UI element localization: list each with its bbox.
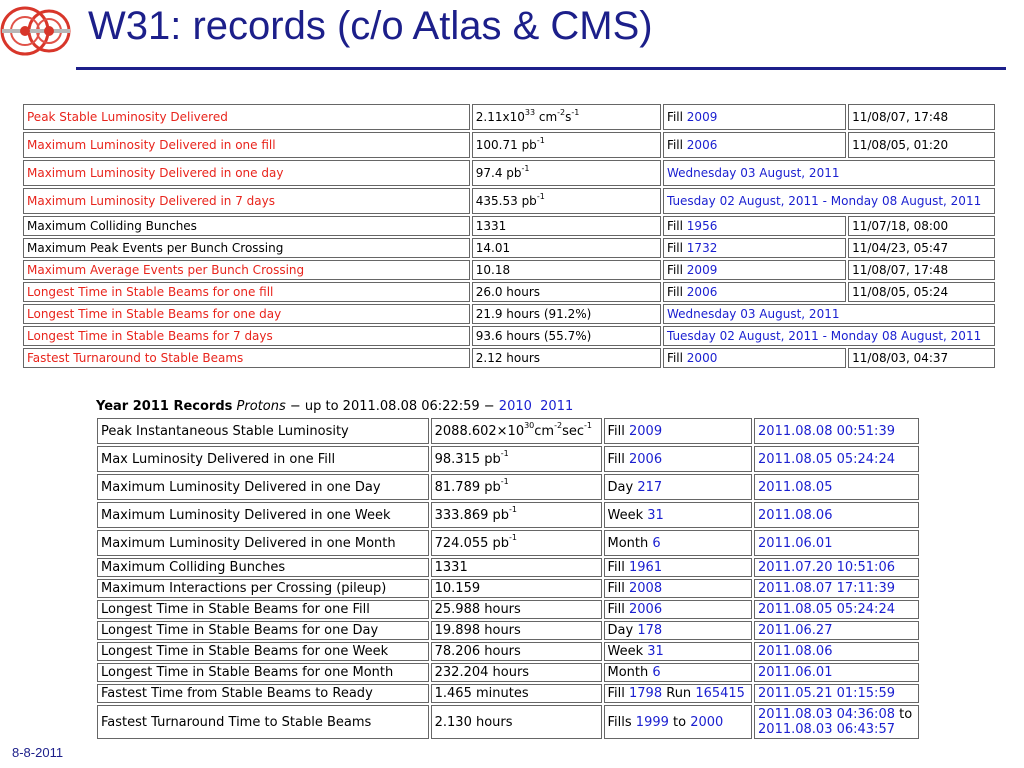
record-label: Max Luminosity Delivered in one Fill <box>97 446 429 472</box>
record-value: 2.130 hours <box>431 705 602 739</box>
record-fill: Week 31 <box>604 502 753 528</box>
record-fill: Month 6 <box>604 530 753 556</box>
record-fill: Fill 2006 <box>604 600 753 619</box>
record-value: 19.898 hours <box>431 621 602 640</box>
record-fill: Fill 2009 <box>604 418 753 444</box>
record-value: 21.9 hours (91.2%) <box>472 304 661 324</box>
record-label: Maximum Luminosity Delivered in one day <box>23 160 470 186</box>
record-fill: Fill 2009 <box>663 104 846 130</box>
record-value: 1331 <box>472 216 661 236</box>
slide-title: W31: records (c/o Atlas & CMS) <box>88 4 653 48</box>
record-date: 2011.06.01 <box>754 663 919 682</box>
table-row <box>97 705 919 739</box>
record-date: 11/07/18, 08:00 <box>848 216 995 236</box>
table-row <box>97 621 919 640</box>
record-date: 2011.06.27 <box>754 621 919 640</box>
record-date: 2011.08.07 17:11:39 <box>754 579 919 598</box>
footer-date: 8-8-2011 <box>12 745 64 760</box>
record-value: 25.988 hours <box>431 600 602 619</box>
record-date: 2011.05.21 01:15:59 <box>754 684 919 703</box>
record-date: 11/08/07, 17:48 <box>848 260 995 280</box>
record-date: 11/08/03, 04:37 <box>848 348 995 368</box>
table-row <box>97 474 919 500</box>
record-value: 1331 <box>431 558 602 577</box>
record-label: Peak Stable Luminosity Delivered <box>23 104 470 130</box>
record-fill: Month 6 <box>604 663 753 682</box>
record-fill: Fill 1956 <box>663 216 846 236</box>
year-link-2011[interactable]: 2011 <box>540 399 574 414</box>
table-row <box>23 188 995 214</box>
record-label: Maximum Luminosity Delivered in 7 days <box>23 188 470 214</box>
records-2011-particle: Protons <box>236 399 286 414</box>
record-date: 11/08/05, 05:24 <box>848 282 995 302</box>
record-date: 2011.06.01 <box>754 530 919 556</box>
record-date: 2011.08.06 <box>754 502 919 528</box>
records-2011-header <box>96 399 573 414</box>
record-fill: Day 178 <box>604 621 753 640</box>
record-fill: Fills 1999 to 2000 <box>604 705 753 739</box>
record-label: Maximum Average Events per Bunch Crossing <box>23 260 470 280</box>
table-row <box>23 216 995 236</box>
record-value: 26.0 hours <box>472 282 661 302</box>
record-fill: Fill 2006 <box>663 282 846 302</box>
record-fill: Fill 2008 <box>604 579 753 598</box>
title-underline <box>76 67 1006 70</box>
record-value: $2.11x10^{33}$ $cm^{-2}s^{-1}$ <box>472 104 661 130</box>
record-fill: Fill 2009 <box>663 260 846 280</box>
record-fill: Fill 1732 <box>663 238 846 258</box>
table-row <box>97 502 919 528</box>
record-fill: Fill 2000 <box>663 348 846 368</box>
record-value: 14.01 <box>472 238 661 258</box>
atlas-2011-records-table <box>95 416 921 741</box>
record-label: Longest Time in Stable Beams for 7 days <box>23 326 470 346</box>
table-row <box>23 160 995 186</box>
record-label: Longest Time in Stable Beams for one Week <box>97 642 429 661</box>
record-fill: Fill 1961 <box>604 558 753 577</box>
table-row <box>23 238 995 258</box>
records-2011-title: Year 2011 Records <box>96 399 233 414</box>
table-row <box>23 132 995 158</box>
record-fill: Wednesday 03 August, 2011 <box>663 304 995 324</box>
table-row <box>97 530 919 556</box>
record-value: 100.71 $pb^{-1}$ <box>472 132 661 158</box>
record-label: Maximum Luminosity Delivered in one fill <box>23 132 470 158</box>
record-value: 10.18 <box>472 260 661 280</box>
records-2011-updated: − up to 2011.08.08 06:22:59 − <box>285 399 499 414</box>
record-value: 232.204 hours <box>431 663 602 682</box>
table-row <box>97 446 919 472</box>
record-date: 11/08/05, 01:20 <box>848 132 995 158</box>
record-value: 1.465 minutes <box>431 684 602 703</box>
record-label: Longest Time in Stable Beams for one day <box>23 304 470 324</box>
year-link-2010[interactable]: 2010 <box>498 399 532 414</box>
record-value: 724.055 $pb^{-1}$ <box>431 530 602 556</box>
table-row <box>23 326 995 346</box>
table-row <box>97 684 919 703</box>
record-fill: Tuesday 02 August, 2011 - Monday 08 August, 2011 <box>663 326 995 346</box>
record-label: Peak Instantaneous Stable Luminosity <box>97 418 429 444</box>
record-fill: Fill 2006 <box>663 132 846 158</box>
table-row <box>97 418 919 444</box>
record-label: Maximum Interactions per Crossing (pileup) <box>97 579 429 598</box>
record-date: 2011.08.03 04:36:08 to 2011.08.03 06:43:57 <box>754 705 919 739</box>
record-value: 333.869 $pb^{-1}$ <box>431 502 602 528</box>
record-label: Maximum Colliding Bunches <box>23 216 470 236</box>
record-value: $2088.602\times 10^{30}cm^{-2}\sec^{-1}$ <box>431 418 602 444</box>
record-label: Fastest Turnaround to Stable Beams <box>23 348 470 368</box>
table-row <box>23 282 995 302</box>
record-date: 2011.08.05 <box>754 474 919 500</box>
record-value: 98.315 $pb^{-1}$ <box>431 446 602 472</box>
cms-records-table <box>21 102 997 370</box>
record-label: Fastest Turnaround Time to Stable Beams <box>97 705 429 739</box>
record-date: 2011.07.20 10:51:06 <box>754 558 919 577</box>
record-date: 2011.08.05 05:24:24 <box>754 600 919 619</box>
record-fill: Week 31 <box>604 642 753 661</box>
table-row <box>97 600 919 619</box>
record-fill: Fill 1798 Run 165415 <box>604 684 753 703</box>
table-row <box>97 579 919 598</box>
table-row <box>97 642 919 661</box>
table-row <box>97 663 919 682</box>
record-label: Longest Time in Stable Beams for one Fill <box>97 600 429 619</box>
table-row <box>23 304 995 324</box>
record-label: Maximum Colliding Bunches <box>97 558 429 577</box>
record-fill: Fill 2006 <box>604 446 753 472</box>
record-value: 10.159 <box>431 579 602 598</box>
record-value: 78.206 hours <box>431 642 602 661</box>
lhc-logo-icon <box>0 0 72 62</box>
record-fill: Tuesday 02 August, 2011 - Monday 08 August, 2011 <box>663 188 995 214</box>
record-label: Maximum Peak Events per Bunch Crossing <box>23 238 470 258</box>
record-label: Maximum Luminosity Delivered in one Day <box>97 474 429 500</box>
record-fill: Wednesday 03 August, 2011 <box>663 160 995 186</box>
record-label: Maximum Luminosity Delivered in one Week <box>97 502 429 528</box>
record-value: 81.789 $pb^{-1}$ <box>431 474 602 500</box>
record-date: 2011.08.06 <box>754 642 919 661</box>
record-label: Longest Time in Stable Beams for one Day <box>97 621 429 640</box>
table-row <box>97 558 919 577</box>
table-row <box>23 260 995 280</box>
record-label: Longest Time in Stable Beams for one Month <box>97 663 429 682</box>
record-date: 11/08/07, 17:48 <box>848 104 995 130</box>
record-value: 93.6 hours (55.7%) <box>472 326 661 346</box>
record-label: Fastest Time from Stable Beams to Ready <box>97 684 429 703</box>
record-date: 11/04/23, 05:47 <box>848 238 995 258</box>
record-label: Maximum Luminosity Delivered in one Month <box>97 530 429 556</box>
record-fill: Day 217 <box>604 474 753 500</box>
record-date: 2011.08.08 00:51:39 <box>754 418 919 444</box>
record-value: 435.53 $pb^{-1}$ <box>472 188 661 214</box>
record-value: 2.12 hours <box>472 348 661 368</box>
record-label: Longest Time in Stable Beams for one fill <box>23 282 470 302</box>
record-value: 97.4 $pb^{-1}$ <box>472 160 661 186</box>
record-date: 2011.08.05 05:24:24 <box>754 446 919 472</box>
table-row <box>23 348 995 368</box>
table-row <box>23 104 995 130</box>
